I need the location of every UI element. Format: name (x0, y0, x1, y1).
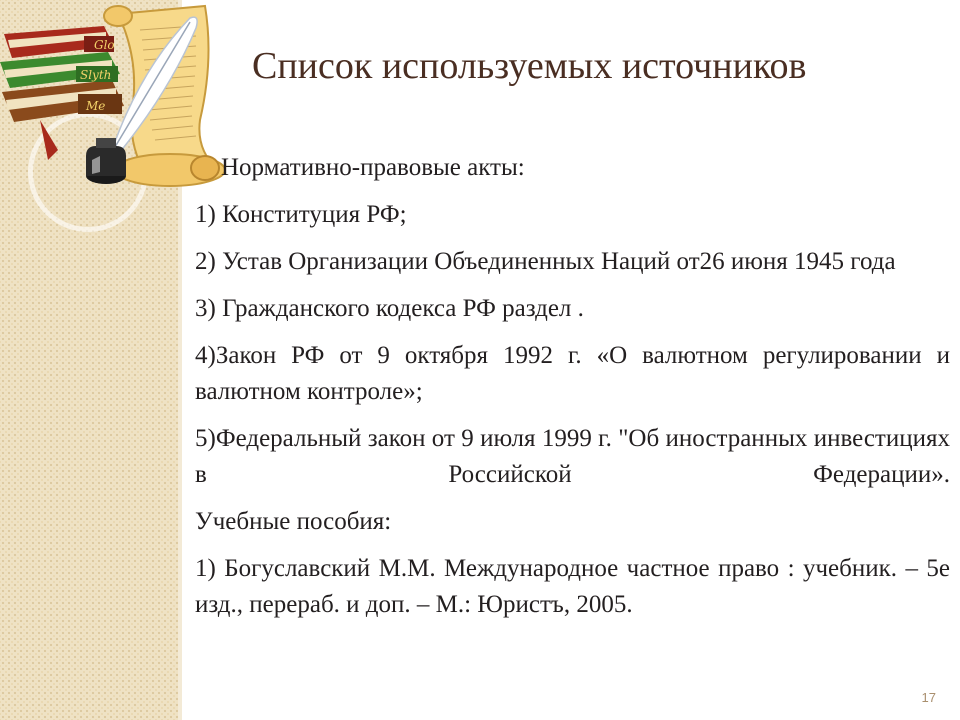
section-heading-legal-acts: Нормативно-правовые акты: (221, 154, 525, 181)
section-heading-textbooks: Учебные пособия: (195, 508, 392, 535)
book-spine-label-3: Me (86, 99, 106, 113)
list-item: 2) Устав Организации Объединенных Наций от26 июня 1945 года (195, 248, 896, 275)
book-spine-label-1: Glo (94, 38, 115, 52)
page-number: 17 (921, 690, 936, 705)
sources-list (195, 150, 950, 634)
slide-title: Список используемых источников (252, 45, 807, 87)
list-item: 3) Гражданского кодекса РФ раздел . (195, 295, 584, 322)
list-item: 1) Богуславский М.М. Международное частное право : учебник. – 5е изд., перераб. и доп. – М.: Юристъ, 2005. (195, 555, 950, 618)
book-spine-label-2: Slyth (80, 68, 112, 82)
list-item: 1) Конституция РФ; (195, 201, 407, 228)
list-item: 4)Закон РФ от 9 октября 1992 г. «О валютном регулировании и валютном контроле»; (195, 342, 950, 405)
list-item: 5)Федеральный закон от 9 июля 1999 г. "Об иностранных инвестициях в Российской Федерации». (195, 425, 950, 488)
